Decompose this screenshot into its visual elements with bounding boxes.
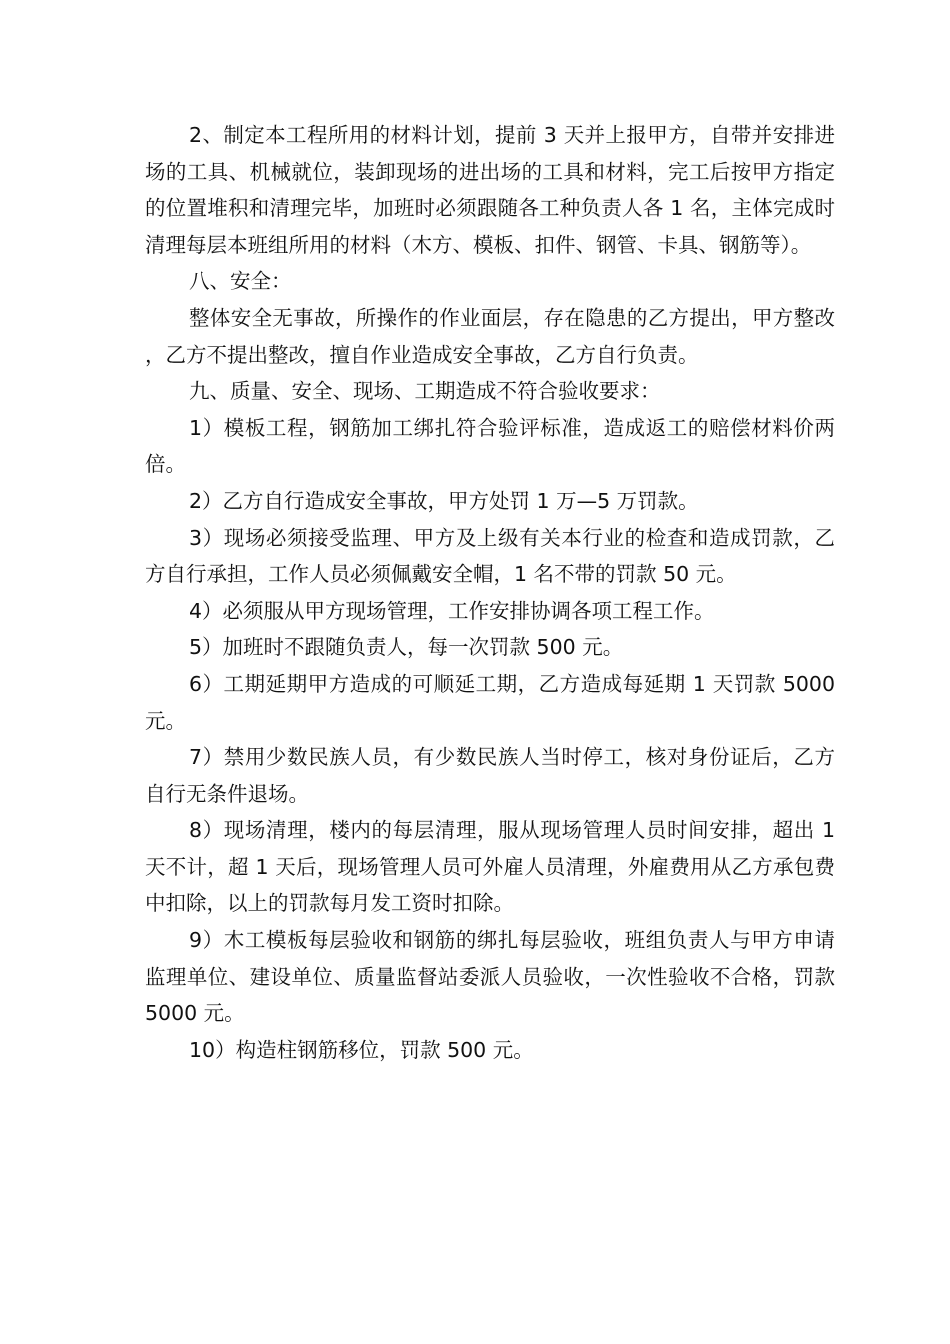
clause-9: 9）木工模板每层验收和钢筋的绑扎每层验收，班组负责人与甲方申请监理单位、建设单位、质量监督站委派人员验收，一次性验收不合格，罚款 5000 元。 [145, 928, 835, 1026]
section-heading-safety: 八、安全： [189, 269, 292, 294]
document-body [145, 117, 835, 1068]
clause-3: 3）现场必须接受监理、甲方及上级有关本行业的检查和造成罚款，乙方自行承担，工作人员必须佩戴安全帽，1 名不带的罚款 50 元。 [145, 525, 835, 587]
clause-7: 7）禁用少数民族人员，有少数民族人当时停工，核对身份证后，乙方自行无条件退场。 [145, 745, 835, 806]
clause-2: 2）乙方自行造成安全事故，甲方处罚 1 万—5 万罚款。 [189, 488, 699, 513]
clause-10: 10）构造柱钢筋移位，罚款 500 元。 [189, 1037, 534, 1062]
clause-6: 6）工期延期甲方造成的可顺延工期，乙方造成每延期 1 天罚款 5000 元。 [145, 671, 835, 733]
section-heading-quality: 九、质量、安全、现场、工期造成不符合验收要求： [189, 379, 661, 404]
clause-5: 5）加班时不跟随负责人，每一次罚款 500 元。 [189, 635, 624, 660]
clause-4: 4）必须服从甲方现场管理，工作安排协调各项工程工作。 [189, 598, 715, 623]
clause-1: 1）模板工程，钢筋加工绑扎符合验评标准，造成返工的赔偿材料价两倍。 [145, 415, 835, 477]
paragraph-material-plan: 2、制定本工程所用的材料计划，提前 3 天并上报甲方，自带并安排进场的工具、机械就位，装卸现场的进出场的工具和材料，完工后按甲方指定的位置堆积和清理完毕，加班时必须跟随各工种负责人各 1 名，主体完成时清理每层本班组所用的材料（木方、模板、扣件、钢管、卡具、钢筋等）。 [145, 123, 835, 257]
paragraph-safety: 整体安全无事故，所操作的作业面层，存在隐患的乙方提出，甲方整改，乙方不提出整改，擅自作业造成安全事故，乙方自行负责。 [145, 305, 835, 367]
clause-8: 8）现场清理，楼内的每层清理，服从现场管理人员时间安排，超出 1 天不计，超 1 天后，现场管理人员可外雇人员清理，外雇费用从乙方承包费中扣除，以上的罚款每月发工资时扣除。 [145, 818, 835, 916]
